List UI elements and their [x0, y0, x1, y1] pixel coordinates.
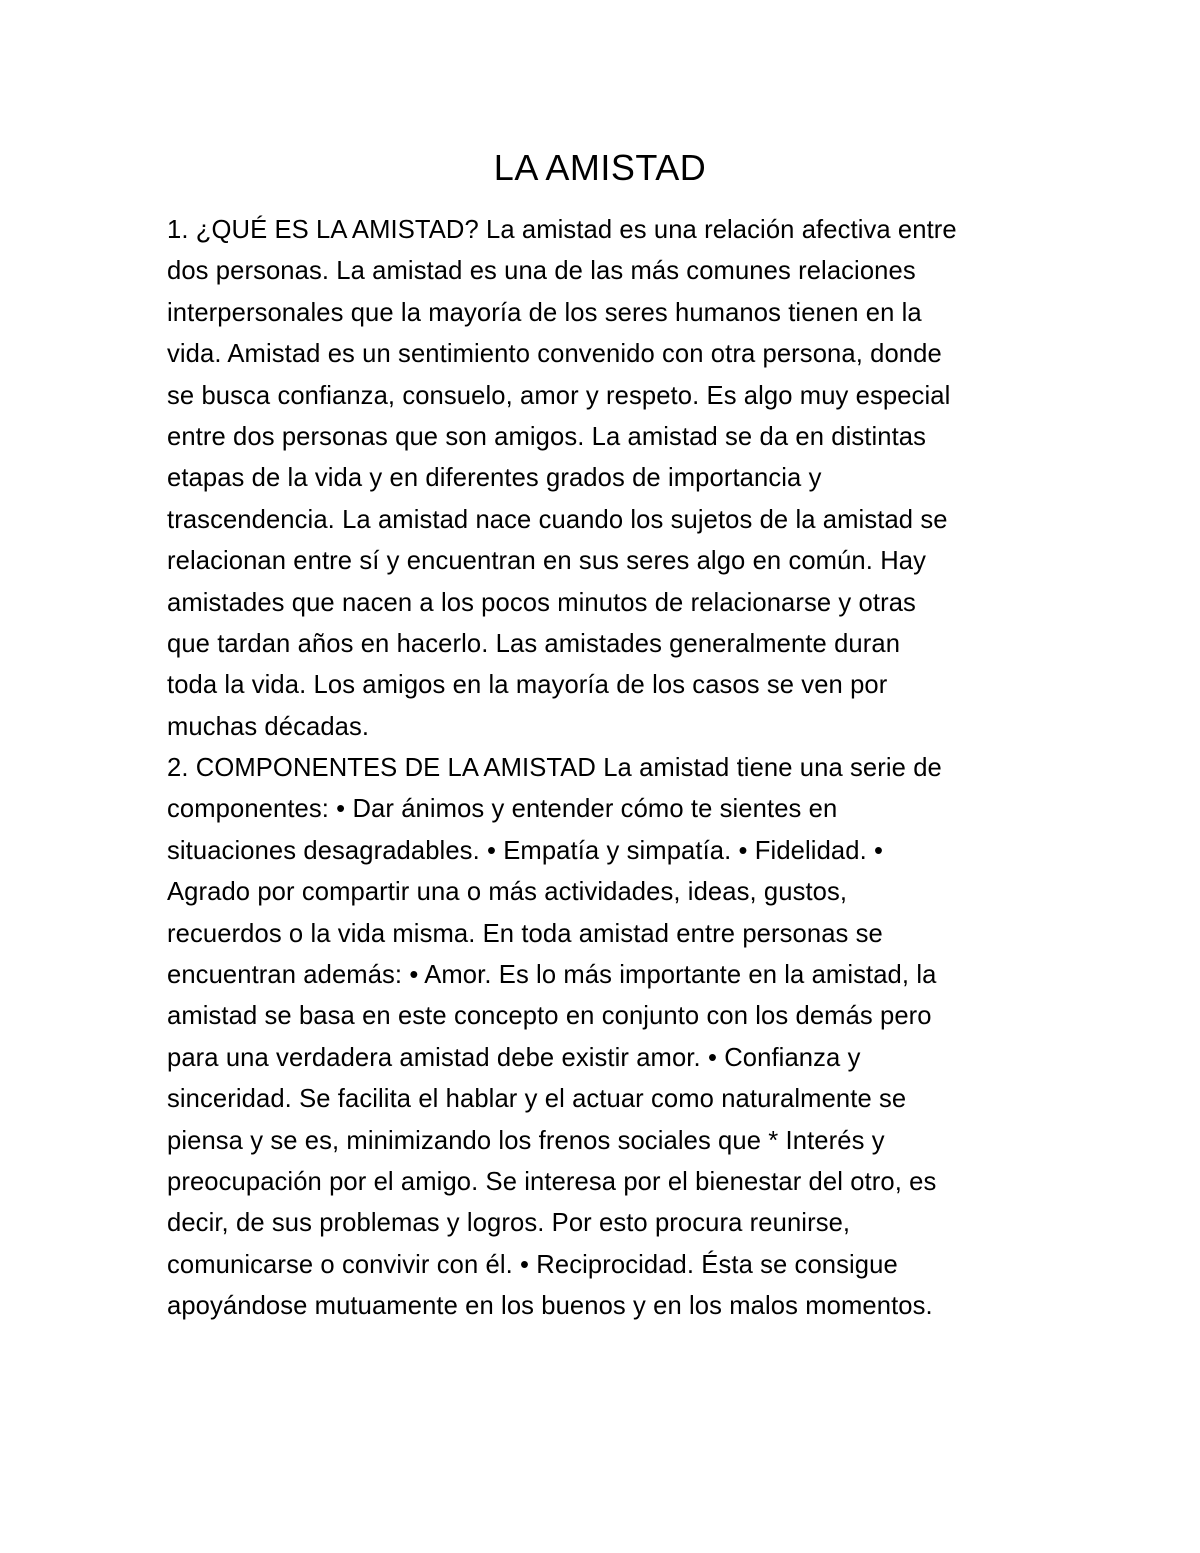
- text-line: situaciones desagradables. • Empatía y simpatía. • Fidelidad. •: [167, 836, 884, 865]
- document-body: [167, 210, 1042, 1328]
- text-line: interpersonales que la mayoría de los seres humanos tienen en la: [167, 298, 922, 327]
- text-line: que tardan años en hacerlo. Las amistades generalmente duran: [167, 629, 901, 658]
- text-line: se busca confianza, consuelo, amor y respeto. Es algo muy especial: [167, 381, 951, 410]
- text-line: sinceridad. Se facilita el hablar y el actuar como naturalmente se: [167, 1085, 907, 1114]
- text-line: muchas décadas.: [167, 712, 370, 741]
- text-line: vida. Amistad es un sentimiento convenido con otra persona, donde: [167, 340, 942, 369]
- text-line: para una verdadera amistad debe existir amor. • Confianza y: [167, 1043, 861, 1072]
- text-line: 2. COMPONENTES DE LA AMISTAD La amistad tiene una serie de: [167, 754, 942, 783]
- text-line: apoyándose mutuamente en los buenos y en los malos momentos.: [167, 1292, 933, 1321]
- text-line: Agrado por compartir una o más actividades, ideas, gustos,: [167, 878, 848, 907]
- text-line: etapas de la vida y en diferentes grados de importancia y: [167, 464, 822, 493]
- text-line: relacionan entre sí y encuentran en sus seres algo en común. Hay: [167, 547, 927, 576]
- text-line: trascendencia. La amistad nace cuando los sujetos de la amistad se: [167, 505, 948, 534]
- text-line: amistades que nacen a los pocos minutos de relacionarse y otras: [167, 588, 916, 617]
- text-line: decir, de sus problemas y logros. Por esto procura reunirse,: [167, 1209, 851, 1238]
- text-line: preocupación por el amigo. Se interesa por el bienestar del otro, es: [167, 1167, 937, 1196]
- document-title: LA AMISTAD: [493, 147, 707, 188]
- text-line: entre dos personas que son amigos. La amistad se da en distintas: [167, 422, 927, 451]
- text-line: amistad se basa en este concepto en conjunto con los demás pero: [167, 1002, 932, 1031]
- text-line: toda la vida. Los amigos en la mayoría de los casos se ven por: [167, 671, 888, 700]
- text-line: recuerdos o la vida misma. En toda amistad entre personas se: [167, 919, 883, 948]
- text-line: encuentran además: • Amor. Es lo más importante en la amistad, la: [167, 961, 937, 990]
- text-line: piensa y se es, minimizando los frenos sociales que * Interés y: [167, 1126, 885, 1155]
- text-line: componentes: • Dar ánimos y entender cómo te sientes en: [167, 795, 838, 824]
- text-line: 1. ¿QUÉ ES LA AMISTAD? La amistad es una relación afectiva entre: [167, 216, 957, 244]
- text-line: dos personas. La amistad es una de las más comunes relaciones: [167, 257, 916, 286]
- text-line: comunicarse o convivir con él. • Reciprocidad. Ésta se consigue: [167, 1250, 898, 1279]
